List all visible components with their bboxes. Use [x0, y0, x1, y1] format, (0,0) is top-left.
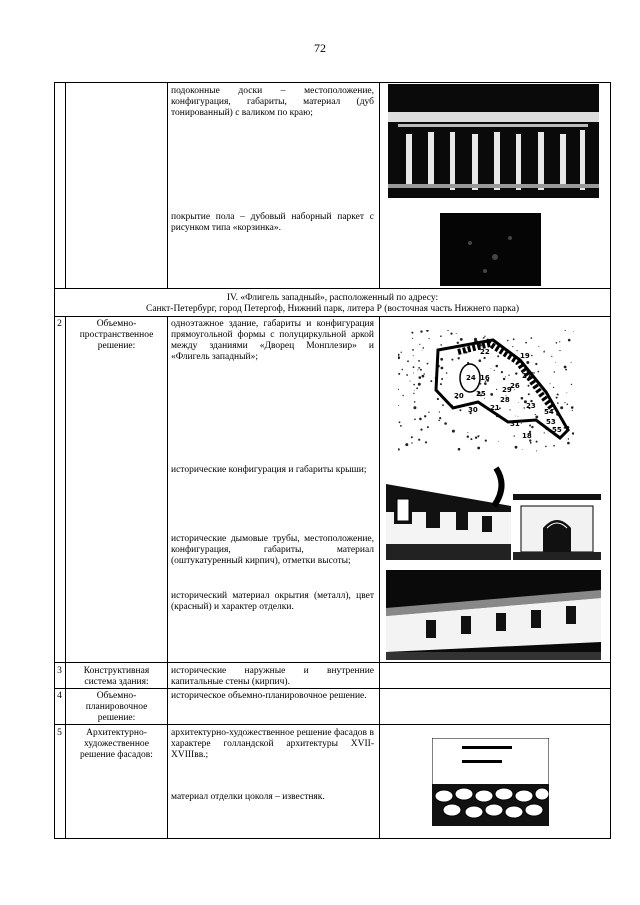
photo-image [432, 738, 549, 826]
site-plan-map [398, 330, 574, 452]
row-name: Объемно-планировочное решение: [85, 691, 148, 723]
map-label: 18 [522, 432, 532, 440]
map-label: 27 [522, 372, 532, 380]
row-desc: исторический материал окрытия (металл), цвет (красный) и характер отделки. [171, 591, 374, 612]
row-desc: исторические дымовые трубы, местоположение, конфигурация, габариты, материал (оштукатуренный кирпич), отметки высоты; [171, 534, 374, 566]
row-desc: исторические наружные и внутренние капитальные стены (кирпич). [171, 666, 374, 687]
map-label: 28 [500, 396, 510, 404]
photo-image [388, 84, 599, 198]
map-label: 19 [520, 352, 530, 360]
photo-image [513, 494, 601, 560]
section-header-line2: Санкт-Петербург, город Петергоф, Нижний парк, литера Р (восточная часть Нижнего парка) [146, 304, 519, 314]
row-name: Объемно-пространственное решение: [79, 319, 154, 351]
row-desc: историческое объемно-планировочное решение. [171, 691, 367, 701]
page-number: 72 [314, 41, 326, 55]
row-name: Архитектурно-художественное решение фасадов: [80, 728, 153, 760]
row-number: 2 [57, 319, 62, 329]
section-header-line1: IV. «Флигель западный», расположенный по адресу: [226, 293, 439, 303]
map-label: 55 [552, 426, 562, 434]
top-desc-windowsill: подоконные доски – местоположение, конфигурация, габариты, материал (дуб тонированный) с валиком по краю; [171, 86, 374, 118]
row-number: 3 [57, 666, 62, 676]
photo-image [386, 570, 601, 660]
map-label: 29 [502, 386, 512, 394]
map-label: 26 [510, 382, 520, 390]
map-label: 24 [466, 374, 476, 382]
row-desc: архитектурно-художественное решение фасадов в характере голландской архитектуры XVII-XVIIIвв.; [171, 728, 374, 760]
map-label: 22 [480, 348, 490, 356]
row-number: 5 [57, 728, 62, 738]
map-label: 16 [480, 374, 490, 382]
row-name: Конструктивная система здания: [83, 666, 150, 687]
map-label: 20 [454, 392, 464, 400]
map-label: 31 [510, 420, 520, 428]
map-label: 21 [490, 404, 500, 412]
map-label: 53 [546, 418, 556, 426]
row-desc: материал отделки цоколя – известняк. [171, 792, 325, 802]
photo-image [440, 213, 541, 286]
map-label: 30 [468, 406, 478, 414]
top-desc-floor: покрытие пола – дубовый наборный паркет с рисунком типа «корзинка». [171, 212, 374, 233]
row-number: 4 [57, 691, 62, 701]
map-label: 23 [526, 402, 536, 410]
map-label: 25 [476, 390, 486, 398]
map-label: 54 [544, 408, 554, 416]
row-desc: исторические конфигурация и габариты крыши; [171, 465, 367, 475]
row-desc: одноэтажное здание, габариты и конфигурация прямоугольной формы с полуциркульной аркой между зданиями «Дворец Монплезир» и «Флигель западный»; [171, 319, 374, 362]
photo-image [386, 466, 511, 560]
